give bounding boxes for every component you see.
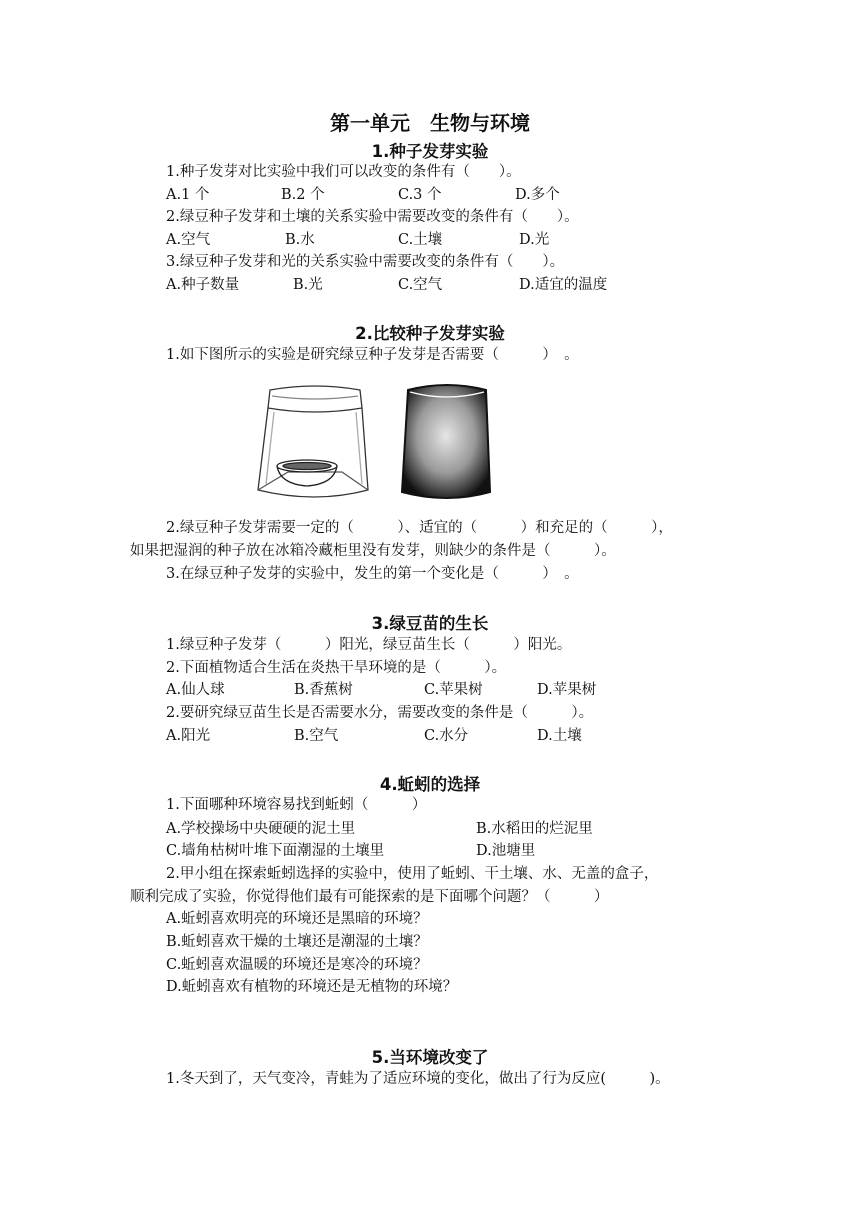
s3-question-2: 2.下面植物适合生活在炎热干旱环境的是（ ）。: [166, 660, 507, 676]
s1-q3-option-c: C.空气: [398, 277, 443, 293]
s1-q1-option-c: C.3 个: [398, 187, 442, 203]
s3-q3-option-b: B.空气: [294, 728, 339, 744]
s1-q3-option-b: B.光: [293, 277, 323, 293]
s1-question-2: 2.绿豆种子发芽和土壤的关系实验中需要改变的条件有（ ）。: [166, 209, 579, 225]
clear-cup-icon: [258, 386, 368, 497]
section-4-heading: 4.蚯蚓的选择: [379, 775, 481, 794]
s4-q2-option-a: A.蚯蚓喜欢明亮的环境还是黑暗的环境？: [166, 911, 428, 927]
s4-question-1: 1.下面哪种环境容易找到蚯蚓（ ）: [166, 797, 427, 813]
section-5-heading: 5.当环境改变了: [371, 1048, 489, 1067]
s4-q2-option-c: C.蚯蚓喜欢温暖的环境还是寒冷的环境？: [166, 957, 428, 973]
s4-q1-option-c: C.墙角枯树叶堆下面潮湿的土壤里: [166, 843, 385, 859]
s3-q2-option-d: D.苹果树: [537, 682, 597, 698]
s4-question-2-line-2: 顺利完成了实验，你觉得他们最有可能探索的是下面哪个问题？（ ）: [130, 889, 609, 905]
s3-question-3: 2.要研究绿豆苗生长是否需要水分，需要改变的条件是（ ）。: [166, 705, 594, 721]
s1-q2-option-b: B.水: [285, 232, 315, 248]
s1-q3-option-d: D.适宜的温度: [519, 277, 608, 293]
s3-q3-option-a: A.阳光: [166, 728, 211, 744]
s1-q2-option-c: C.土壤: [398, 232, 443, 248]
s1-question-1: 1.种子发芽对比实验中我们可以改变的条件有（ ）。: [166, 164, 521, 180]
section-1-heading: 1.种子发芽实验: [371, 142, 489, 161]
s1-q2-option-a: A.空气: [166, 232, 211, 248]
section-2-heading: 2.比较种子发芽实验: [355, 324, 505, 343]
s4-q1-option-a: A.学校操场中央硬硬的泥土里: [166, 821, 356, 837]
s4-q1-option-b: B.水稻田的烂泥里: [476, 821, 593, 837]
page-title: 第一单元 生物与环境: [330, 111, 530, 135]
s1-q1-option-d: D.多个: [515, 187, 560, 203]
covered-dark-cup-icon: [402, 385, 490, 498]
s1-q1-option-a: A.1 个: [166, 187, 210, 203]
s2-question-3: 3.在绿豆种子发芽的实验中，发生的第一个变化是（ ） 。: [166, 566, 579, 582]
s3-q2-option-a: A.仙人球: [166, 682, 225, 698]
s3-q3-option-c: C.水分: [424, 728, 469, 744]
s3-q2-option-b: B.香蕉树: [294, 682, 353, 698]
experiment-illustration: [250, 380, 510, 505]
s3-q3-option-d: D.土壤: [537, 728, 582, 744]
s5-question-1: 1.冬天到了，天气变冷，青蛙为了适应环境的变化，做出了行为反应( )。: [166, 1071, 670, 1087]
s3-q2-option-c: C.苹果树: [424, 682, 483, 698]
s2-question-1: 1.如下图所示的实验是研究绿豆种子发芽是否需要（ ） 。: [166, 347, 579, 363]
section-3-heading: 3.绿豆苗的生长: [371, 614, 489, 633]
s1-q1-option-b: B.2 个: [281, 187, 325, 203]
s4-q2-option-d: D.蚯蚓喜欢有植物的环境还是无植物的环境？: [166, 979, 458, 995]
s4-q2-option-b: B.蚯蚓喜欢干燥的土壤还是潮湿的土壤？: [166, 934, 428, 950]
s1-question-3: 3.绿豆种子发芽和光的关系实验中需要改变的条件有（ ）。: [166, 254, 565, 270]
s3-question-1: 1.绿豆种子发芽（ ）阳光，绿豆苗生长（ ）阳光。: [166, 637, 572, 653]
s4-question-2-line-1: 2.甲小组在探索蚯蚓选择的实验中，使用了蚯蚓、干土壤、水、无盖的盒子，: [166, 866, 659, 882]
s1-q3-option-a: A.种子数量: [166, 277, 240, 293]
s2-question-2-line-1: 2.绿豆种子发芽需要一定的（ ）、适宜的（ ）和充足的（ ），: [166, 520, 673, 536]
s4-q1-option-d: D.池塘里: [476, 843, 536, 859]
s1-q2-option-d: D.光: [519, 232, 550, 248]
s2-question-2-line-2: 如果把湿润的种子放在冰箱冷藏柜里没有发芽，则缺少的条件是（ ）。: [130, 543, 616, 559]
